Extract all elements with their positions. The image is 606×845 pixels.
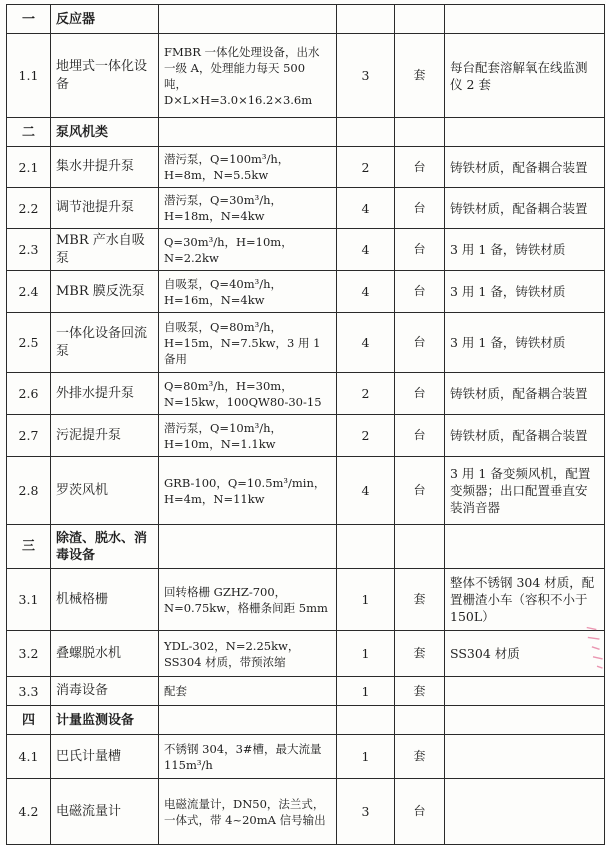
- section-title: 计量监测设备: [51, 706, 159, 735]
- item-name: 调节池提升泵: [51, 188, 159, 229]
- item-unit: 台: [395, 229, 445, 271]
- item-name: 消毒设备: [51, 677, 159, 706]
- item-name: 污泥提升泵: [51, 415, 159, 457]
- item-note: 3 用 1 备，铸铁材质: [445, 271, 605, 313]
- item-number: 2.6: [7, 373, 51, 415]
- item-spec: 自吸泵，Q=40m³/h，H=16m，N=4kw: [159, 271, 337, 313]
- item-note: 3 用 1 备变频风机，配置变频器；出口配置垂直安装消音器: [445, 457, 605, 525]
- item-quantity: 4: [337, 229, 395, 271]
- item-quantity: 4: [337, 457, 395, 525]
- item-quantity: 3: [337, 34, 395, 118]
- item-note: 铸铁材质，配备耦合装置: [445, 188, 605, 229]
- item-spec: 自吸泵，Q=80m³/h，H=15m，N=7.5kw，3 用 1 备用: [159, 313, 337, 373]
- table-row: [7, 677, 605, 706]
- item-spec: 配套: [159, 677, 337, 706]
- item-unit: 台: [395, 373, 445, 415]
- item-spec: FMBR 一体化处理设备，出水一级 A，处理能力每天 500 吨，D×L×H=3.0×16.2×3.6m: [159, 34, 337, 118]
- item-number: 2.4: [7, 271, 51, 313]
- item-unit: 台: [395, 313, 445, 373]
- item-unit: 台: [395, 457, 445, 525]
- table-row: [7, 34, 605, 118]
- item-number: 2.2: [7, 188, 51, 229]
- item-name: 一体化设备回流泵: [51, 313, 159, 373]
- section-row: [7, 706, 605, 735]
- item-spec: 不锈钢 304，3#槽，最大流量 115m³/h: [159, 735, 337, 779]
- item-name: 罗茨风机: [51, 457, 159, 525]
- table-row: [7, 779, 605, 845]
- item-unit: 套: [395, 569, 445, 631]
- section-title: 除渣、脱水、消毒设备: [51, 525, 159, 569]
- item-spec: Q=30m³/h，H=10m，N=2.2kw: [159, 229, 337, 271]
- equipment-table: [6, 4, 605, 845]
- item-number: 3.3: [7, 677, 51, 706]
- item-quantity: 2: [337, 147, 395, 188]
- item-number: 2.7: [7, 415, 51, 457]
- table-row: [7, 735, 605, 779]
- item-note: 铸铁材质，配备耦合装置: [445, 373, 605, 415]
- item-quantity: 4: [337, 271, 395, 313]
- item-unit: 台: [395, 415, 445, 457]
- item-spec: 潜污泵，Q=30m³/h，H=18m，N=4kw: [159, 188, 337, 229]
- item-note: SS304 材质: [445, 631, 605, 677]
- item-unit: 套: [395, 735, 445, 779]
- item-note: [445, 677, 605, 706]
- section-number: 一: [7, 5, 51, 34]
- table-row: [7, 373, 605, 415]
- item-number: 4.2: [7, 779, 51, 845]
- item-note: 铸铁材质，配备耦合装置: [445, 147, 605, 188]
- item-spec: 回转格栅 GZHZ-700，N=0.75kw，格栅条间距 5mm: [159, 569, 337, 631]
- item-spec: YDL-302，N=2.25kw，SS304 材质，带预浓缩: [159, 631, 337, 677]
- item-name: 外排水提升泵: [51, 373, 159, 415]
- item-name: MBR 膜反洗泵: [51, 271, 159, 313]
- section-row: [7, 5, 605, 34]
- item-number: 2.3: [7, 229, 51, 271]
- item-quantity: 1: [337, 677, 395, 706]
- item-unit: 套: [395, 34, 445, 118]
- item-unit: 台: [395, 188, 445, 229]
- item-number: 2.8: [7, 457, 51, 525]
- item-quantity: 1: [337, 569, 395, 631]
- item-quantity: 1: [337, 735, 395, 779]
- item-unit: 台: [395, 271, 445, 313]
- item-number: 3.1: [7, 569, 51, 631]
- item-name: 巴氏计量槽: [51, 735, 159, 779]
- section-number: 四: [7, 706, 51, 735]
- item-note: 整体不锈钢 304 材质，配置栅渣小车（容积不小于 150L）: [445, 569, 605, 631]
- item-name: MBR 产水自吸泵: [51, 229, 159, 271]
- item-unit: 套: [395, 677, 445, 706]
- item-name: 机械格栅: [51, 569, 159, 631]
- item-number: 2.1: [7, 147, 51, 188]
- table-row: [7, 188, 605, 229]
- item-note: [445, 735, 605, 779]
- table-row: [7, 569, 605, 631]
- item-number: 2.5: [7, 313, 51, 373]
- table-row: [7, 457, 605, 525]
- item-unit: 台: [395, 147, 445, 188]
- item-spec: 潜污泵，Q=10m³/h，H=10m，N=1.1kw: [159, 415, 337, 457]
- item-quantity: 1: [337, 631, 395, 677]
- item-number: 4.1: [7, 735, 51, 779]
- item-unit: 台: [395, 779, 445, 845]
- item-note: 铸铁材质，配备耦合装置: [445, 415, 605, 457]
- item-unit: 套: [395, 631, 445, 677]
- item-number: 1.1: [7, 34, 51, 118]
- item-note: 3 用 1 备，铸铁材质: [445, 313, 605, 373]
- section-number: 二: [7, 118, 51, 147]
- item-quantity: 4: [337, 313, 395, 373]
- section-row: [7, 525, 605, 569]
- item-name: 地埋式一体化设备: [51, 34, 159, 118]
- item-spec: 潜污泵，Q=100m³/h，H=8m，N=5.5kw: [159, 147, 337, 188]
- item-spec: 电磁流量计，DN50，法兰式，一体式，带 4~20mA 信号输出: [159, 779, 337, 845]
- item-spec: Q=80m³/h，H=30m，N=15kw，100QW80-30-15: [159, 373, 337, 415]
- item-quantity: 2: [337, 415, 395, 457]
- section-number: 三: [7, 525, 51, 569]
- item-note: 每台配套溶解氧在线监测仪 2 套: [445, 34, 605, 118]
- table-row: [7, 631, 605, 677]
- section-title: 反应器: [51, 5, 159, 34]
- item-spec: GRB-100，Q=10.5m³/min，H=4m，N=11kw: [159, 457, 337, 525]
- item-note: 3 用 1 备，铸铁材质: [445, 229, 605, 271]
- table-row: [7, 271, 605, 313]
- table-row: [7, 415, 605, 457]
- item-number: 3.2: [7, 631, 51, 677]
- section-row: [7, 118, 605, 147]
- item-name: 电磁流量计: [51, 779, 159, 845]
- item-quantity: 3: [337, 779, 395, 845]
- item-name: 叠螺脱水机: [51, 631, 159, 677]
- table-row: [7, 147, 605, 188]
- item-quantity: 4: [337, 188, 395, 229]
- item-quantity: 2: [337, 373, 395, 415]
- table-row: [7, 229, 605, 271]
- table-row: [7, 313, 605, 373]
- item-note: [445, 779, 605, 845]
- item-name: 集水井提升泵: [51, 147, 159, 188]
- section-title: 泵风机类: [51, 118, 159, 147]
